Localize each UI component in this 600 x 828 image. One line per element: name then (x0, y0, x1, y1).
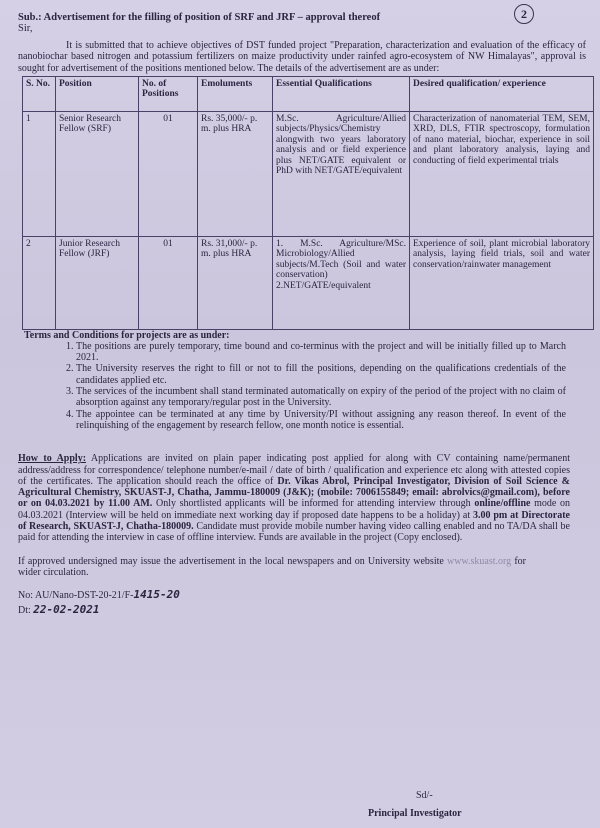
cell-essential: M.Sc. Agriculture/Allied subjects/Physics/Chemistry alongwith two years laboratory analysis and or field experience plus NET/GATE equivalent or PhD with NET/GATE/equivalent (273, 111, 410, 236)
how-to-apply-label: How to Apply: (18, 453, 87, 465)
addressee: Dr. Vikas Abrol, Principal Investigator, Division of Soil Science & Agricultural Chemistry, SKUAST-J, Chatha, Jammu-180009 (J&K); (mobile: 7006155849; email: abrolvics@gmail.com), before or on 04.03.2021 by 11.00 AM. (18, 475, 570, 510)
list-item: 1. The positions are purely temporary, time bound and co-terminus with the project and will be initially filled up to March 2021. (76, 341, 586, 364)
apply-text: mode on 04.03.2021 (Interview will be held on immediate next working day if proposed date happens to be a holiday) at (18, 498, 571, 521)
cell-position: Senior Research Fellow (SRF) (56, 111, 139, 236)
subject-line: Sub.: Advertisement for the filling of position of SRF and JRF – approval thereof (18, 12, 381, 23)
cell-desired: Characterization of nanomaterial TEM, SEM, XRD, DLS, FTIR spectroscopy, formulation of nano material, biochar, experience in soil and plant laboratory analysis, laying and conducting of field experimental trials (410, 111, 594, 236)
cell-essential: 1. M.Sc. Agriculture/MSc. Microbiology/Allied subjects/M.Tech (Soil and water conservation) 2.NET/GATE/equivalent (273, 236, 410, 329)
list-item: 3. The services of the incumbent shall stand terminated automatically on expiry of the period of the project with no claim of absorption against any temporary/regular post in the University. (76, 386, 586, 409)
cell-sno: 2 (23, 236, 56, 329)
ref-label: No: AU/Nano-DST-20-21/F- (18, 590, 134, 602)
approval-text: for wider circulation. (18, 555, 526, 578)
ref-handwritten: 1415-20 (133, 588, 180, 602)
list-item: 2. The University reserves the right to fill or not to fill the positions, depending on the qualifications credentials of the candidates applied etc. (76, 363, 586, 386)
cell-sno: 1 (23, 111, 56, 236)
cell-desired: Experience of soil, plant microbial laboratory analysis, laying field trials, soil and water conservation/rainwater management (410, 236, 594, 329)
cell-count: 01 (139, 111, 198, 236)
date-line (18, 603, 586, 616)
cell-position: Junior Research Fellow (JRF) (56, 236, 139, 329)
page-number: 2 (514, 4, 534, 24)
website-link: www.skuast.org (446, 555, 512, 567)
date-handwritten: 22-02-2021 (33, 603, 100, 617)
how-to-apply-paragraph (18, 453, 586, 543)
positions-table (22, 76, 594, 330)
interview-venue: 3.00 pm at Directorate of Research, SKUAST-J, Chatha-180009. (18, 509, 570, 533)
terms-heading: Terms and Conditions for projects are as under: (24, 329, 230, 341)
apply-text: Candidate must provide mobile number having video calling enabled and no TA/DA shall be paid for attending the interview in case of offline interview. Funds are available in the project (Copy enclosed). (18, 521, 570, 544)
header-position: Position (56, 76, 139, 111)
signature-mark: Sd/- (416, 790, 433, 801)
cell-emoluments: Rs. 35,000/- p. m. plus HRA (198, 111, 273, 236)
list-item: 4. The appointee can be terminated at any time by University/PI without assigning any reason thereof. In event of the relinquishing of the engagement by research fellow, one month notice is essential. (76, 409, 586, 432)
table-row (23, 111, 594, 236)
table-header-row (23, 76, 594, 111)
salutation: Sir, (18, 23, 33, 34)
apply-text: Applications are invited on plain paper indicating post applied for along with CV containing name/permanent address/address for correspondence/ telephone number/e-mail / date of birth / qualification and experience etc along with attested copies of the certificates. The application should reach the office of (18, 453, 571, 487)
date-label: Dt: (18, 605, 31, 617)
header-essential: Essential Qualifications (273, 76, 410, 111)
terms-list (18, 341, 586, 431)
header-emoluments: Emoluments (198, 76, 273, 111)
reference-number (18, 588, 586, 601)
cell-count: 01 (139, 236, 198, 329)
header-sno: S. No. (23, 76, 56, 111)
header-desired: Desired qualification/ experience (410, 76, 594, 111)
approval-paragraph (18, 556, 586, 579)
apply-text: Only shortlisted applicants will be informed for attending interview through (152, 498, 475, 510)
approval-text: If approved undersigned may issue the advertisement in the local newspapers and on University website (18, 555, 447, 567)
intro-paragraph: It is submitted that to achieve objectives of DST funded project "Preparation, characterization and evaluation of the efficacy of nanobiochar based nitrogen and potassium fertilizers on maize productivity under rainfed agro-ecosystem of NW Himalayas", approval is sought for advertisement of the positions mentioned below. The details of the advertisement are as under: (18, 40, 586, 74)
interview-mode: online/offline (474, 498, 531, 510)
header-count: No. of Positions (139, 76, 198, 111)
table-row (23, 236, 594, 329)
cell-emoluments: Rs. 31,000/- p. m. plus HRA (198, 236, 273, 329)
signatory-title: Principal Investigator (368, 808, 462, 819)
